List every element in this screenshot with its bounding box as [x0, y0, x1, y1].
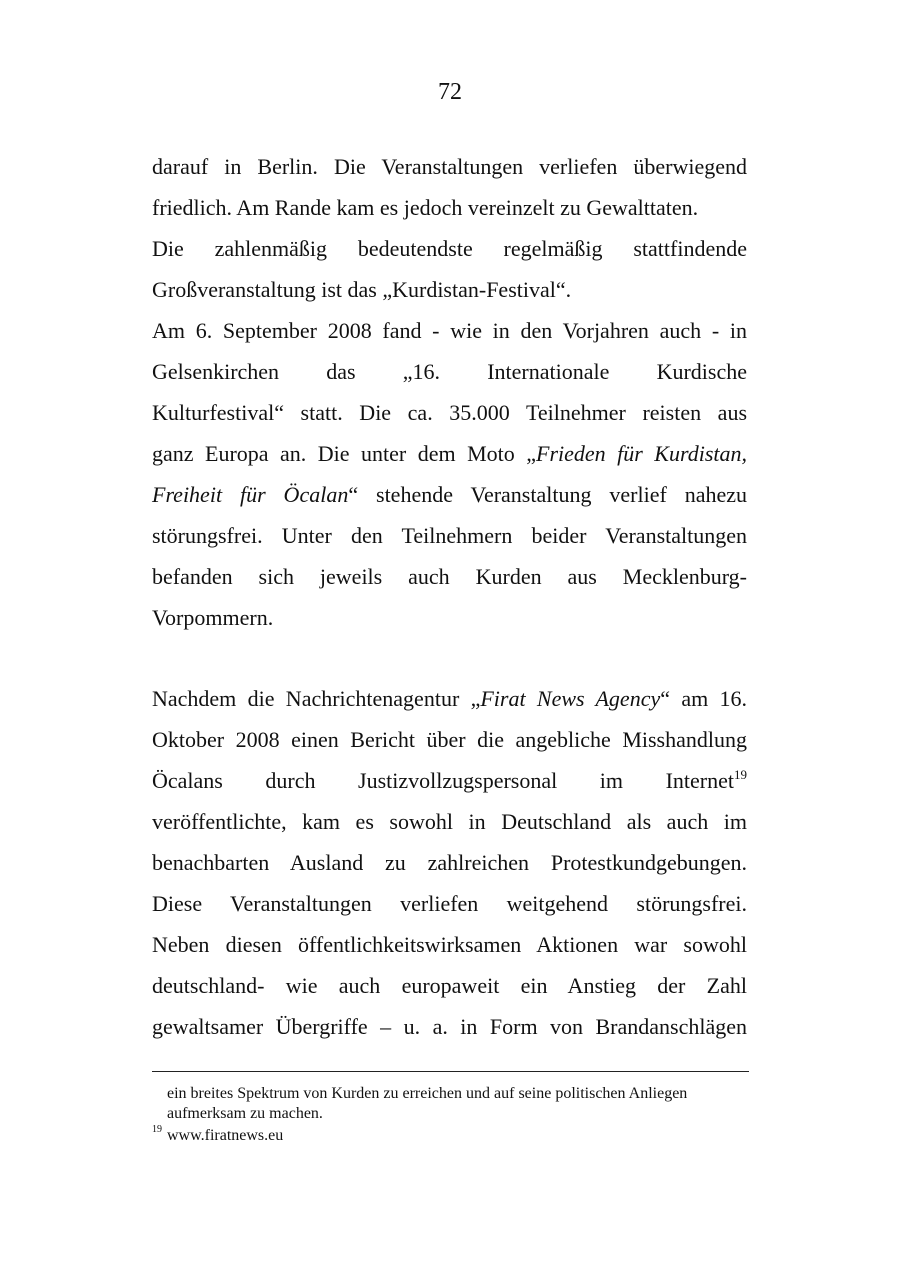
body-text: Öcalans durch Justizvollzugspersonal im Internet	[152, 768, 734, 793]
body-line: Neben diesen öffentlichkeitswirksamen Aktionen war sowohl	[152, 932, 747, 957]
body-line: veröffentlichte, kam es sowohl in Deutschland als auch im	[152, 809, 747, 834]
body-text: “ am 16.	[660, 686, 748, 711]
body-line: friedlich. Am Rande kam es jedoch vereinzelt zu Gewalttaten.	[152, 195, 699, 220]
body-line	[152, 480, 747, 510]
footnote-continued-text: ein breites Spektrum von Kurden zu erreichen und auf seine politischen Anliegen	[167, 1085, 688, 1102]
italic-motto: Frieden für Kurdistan,	[536, 441, 747, 466]
body-line: befanden sich jeweils auch Kurden aus Mecklenburg-	[152, 564, 747, 589]
body-line	[152, 684, 747, 714]
footnote-continued-text: aufmerksam zu machen.	[167, 1105, 323, 1122]
body-line: Am 6. September 2008 fand - wie in den Vorjahren auch - in	[152, 318, 747, 343]
body-text: Nachdem die Nachrichtenagentur „	[152, 686, 481, 711]
body-line: Vorpommern.	[152, 605, 274, 630]
body-line	[152, 439, 747, 469]
body-line: Die zahlenmäßig bedeutendste regelmäßig stattfindende	[152, 236, 747, 261]
footnote-reference[interactable]: 19	[734, 767, 747, 782]
body-line: Kulturfestival“ statt. Die ca. 35.000 Teilnehmer reisten aus	[152, 400, 747, 425]
italic-agency-name: Firat News Agency	[480, 686, 661, 711]
body-line: gewaltsamer Übergriffe – u. a. in Form von Brandanschlägen	[152, 1014, 747, 1039]
body-line: störungsfrei. Unter den Teilnehmern beider Veranstaltungen	[152, 523, 747, 548]
body-line: Großveranstaltung ist das „Kurdistan-Festival“.	[152, 277, 572, 302]
italic-motto: Freiheit für Öcalan	[152, 482, 349, 507]
body-line: benachbarten Ausland zu zahlreichen Protestkundgebungen.	[152, 850, 747, 875]
body-line: darauf in Berlin. Die Veranstaltungen verliefen überwiegend	[152, 154, 747, 179]
body-line	[152, 766, 747, 796]
footnote-separator	[152, 1071, 749, 1072]
body-line: Gelsenkirchen das „16. Internationale Kurdische	[152, 359, 747, 384]
page-number: 72	[438, 79, 462, 105]
body-text: “ stehende Veranstaltung verlief nahezu	[348, 482, 747, 507]
footnote-19-link[interactable]: www.firatnews.eu	[167, 1127, 284, 1144]
body-text: ganz Europa an. Die unter dem Moto „	[152, 441, 536, 466]
footnote-19-mark: 19	[152, 1124, 162, 1135]
body-line: Oktober 2008 einen Bericht über die angebliche Misshandlung	[152, 727, 747, 752]
body-line: deutschland- wie auch europaweit ein Anstieg der Zahl	[152, 973, 747, 998]
body-line: Diese Veranstaltungen verliefen weitgehend störungsfrei.	[152, 891, 747, 916]
